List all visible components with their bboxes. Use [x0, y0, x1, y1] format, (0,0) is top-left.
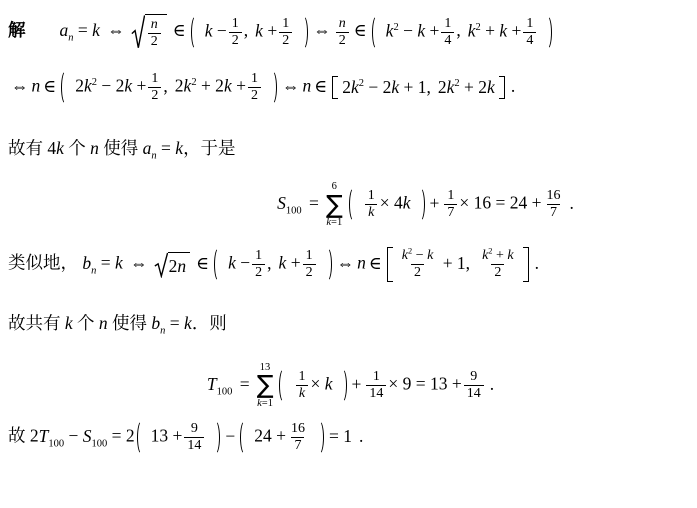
- paren-open: [61, 70, 71, 105]
- paren-open: [372, 15, 382, 50]
- fraction: [303, 248, 316, 281]
- element-of: ∈: [353, 20, 367, 41]
- fraction: [184, 421, 204, 454]
- variable: k: [175, 138, 184, 159]
- subscript: 100: [285, 205, 302, 217]
- paren-group: [191, 15, 308, 50]
- variable: k: [326, 217, 332, 228]
- element-of: ∈: [368, 252, 382, 273]
- sigma-symbol: ∑: [325, 189, 343, 219]
- operator: − 2: [101, 75, 125, 96]
- superscript: 2: [408, 246, 413, 256]
- paren-close: [415, 187, 425, 222]
- period: .: [489, 373, 495, 394]
- variable: a: [142, 138, 152, 159]
- equals: =: [77, 20, 88, 41]
- expression: = 1: [328, 425, 352, 446]
- iff-arrow: ⇔: [313, 20, 331, 41]
- coefficient: 4: [393, 192, 403, 213]
- operator: + 1,: [403, 77, 431, 98]
- paren-open: [279, 368, 289, 403]
- denominator: [296, 385, 308, 402]
- solve-label: 解: [8, 20, 26, 41]
- cjk-text: 使得: [112, 313, 148, 334]
- cjk-text: 个: [68, 138, 86, 159]
- plus: +: [495, 248, 504, 264]
- radicand: [168, 252, 191, 278]
- paren-group: [372, 15, 553, 50]
- expression: × 16 = 24 +: [459, 192, 542, 213]
- denominator: 2: [491, 264, 504, 281]
- interval-content: [201, 15, 298, 50]
- subscript: 100: [48, 438, 65, 450]
- fraction: [544, 188, 564, 221]
- limit-value: =1: [261, 397, 273, 409]
- superscript: 2: [358, 78, 364, 90]
- radicand: [145, 14, 167, 50]
- denominator: 7: [444, 204, 457, 221]
- period: .: [358, 425, 364, 446]
- denominator: 2: [303, 264, 316, 281]
- paren-open: [137, 420, 147, 455]
- numerator: 1: [305, 248, 313, 264]
- numerator: 1: [447, 188, 455, 204]
- paren-content: [359, 187, 415, 222]
- fraction: [148, 71, 161, 104]
- iff-arrow: ⇔: [130, 252, 148, 273]
- variable: n: [302, 75, 312, 96]
- term-bn: [82, 252, 97, 277]
- equals: =: [309, 192, 319, 213]
- fraction: [336, 16, 349, 49]
- line-count-bn: [8, 310, 693, 335]
- numerator: 1: [526, 15, 534, 31]
- paren-content: [250, 420, 314, 455]
- coefficient: 2: [437, 77, 447, 98]
- denominator: [365, 204, 377, 221]
- numerator: 1: [372, 369, 380, 385]
- variable: b: [82, 252, 92, 273]
- plus: +: [136, 75, 147, 96]
- bracket-group: [387, 247, 529, 282]
- paren-close: [267, 70, 277, 105]
- variable: b: [151, 313, 161, 334]
- subscript: 100: [91, 438, 108, 450]
- variable: k: [391, 77, 400, 98]
- variable: S: [82, 425, 92, 446]
- fraction: [441, 16, 454, 49]
- paren-close: [337, 368, 347, 403]
- equals: =: [100, 252, 111, 273]
- iff-arrow: ⇔: [107, 20, 125, 41]
- times: ×: [379, 192, 390, 213]
- cjk-text: 故: [8, 425, 26, 446]
- variable: T: [206, 373, 217, 394]
- variable: k: [487, 77, 495, 98]
- interval-content: [382, 15, 543, 50]
- fraction: [399, 248, 437, 281]
- sum-lower-limit: [257, 397, 273, 410]
- paren-close: [298, 15, 308, 50]
- denominator: 2: [229, 32, 242, 49]
- limit-value: =1: [331, 217, 343, 228]
- solution-document: [8, 14, 693, 455]
- interval-content: [224, 247, 321, 282]
- superscript: 2: [393, 21, 399, 33]
- plus: +: [267, 20, 278, 41]
- superscript: 2: [91, 76, 97, 88]
- sum-upper-limit: 13: [259, 362, 271, 374]
- bracket-close: [499, 76, 505, 99]
- subscript: n: [91, 265, 97, 277]
- term-s100: [277, 192, 302, 217]
- numerator: 1: [298, 369, 306, 385]
- comma: ,: [456, 20, 461, 41]
- subscript: 100: [216, 386, 233, 398]
- variable: k: [56, 138, 64, 159]
- variable: k: [368, 205, 375, 221]
- plus: +: [485, 20, 495, 41]
- fraction: [229, 16, 242, 49]
- variable: k: [298, 386, 306, 402]
- element-of: ∈: [314, 75, 328, 96]
- interval-content: [338, 76, 499, 99]
- cjk-text: 故共有: [8, 313, 61, 334]
- subscript: n: [160, 325, 166, 337]
- paren-content: [289, 368, 336, 403]
- equals: = 2: [111, 425, 135, 446]
- term-s100: [82, 425, 108, 450]
- term-bn: [151, 313, 166, 337]
- variable: k: [257, 397, 262, 409]
- times: ×: [310, 373, 321, 394]
- numerator: 1: [282, 15, 290, 31]
- denominator: 2: [279, 32, 292, 49]
- term-t100: [206, 373, 233, 398]
- variable: k: [482, 248, 489, 264]
- variable: k: [255, 20, 263, 41]
- radical-sign: [154, 252, 168, 278]
- variable: k: [446, 77, 455, 98]
- denominator: 2: [411, 264, 424, 281]
- variable: k: [184, 313, 192, 334]
- term-an: [142, 138, 157, 162]
- variable: T: [38, 425, 49, 446]
- minus: −: [403, 20, 413, 41]
- numerator: [148, 17, 161, 33]
- equals: =: [239, 373, 250, 394]
- paren-group: [279, 368, 346, 403]
- fraction: [523, 16, 536, 49]
- fraction: [148, 17, 161, 50]
- cjk-text: 类似地，: [8, 252, 78, 273]
- period: .: [534, 252, 539, 273]
- variable: k: [83, 75, 92, 96]
- sum-lower-limit: [326, 216, 342, 229]
- denominator: 2: [148, 87, 161, 104]
- period: .: [510, 75, 516, 96]
- fraction: [464, 369, 484, 402]
- comma: ,: [163, 75, 168, 96]
- variable: n: [98, 313, 108, 334]
- subscript: n: [68, 32, 74, 44]
- comma: ,: [267, 252, 272, 273]
- numerator: 16: [546, 188, 561, 204]
- paren-close: [210, 420, 220, 455]
- summation: [326, 180, 343, 229]
- expression: 24 +: [254, 425, 286, 446]
- variable: k: [402, 192, 411, 213]
- variable: n: [338, 15, 346, 31]
- period: .: [569, 192, 574, 213]
- variable: k: [324, 373, 333, 394]
- minus: −: [415, 248, 424, 264]
- line-count-an: [8, 135, 693, 160]
- denominator: 2: [148, 33, 161, 50]
- denominator: 2: [252, 264, 265, 281]
- superscript: 2: [454, 78, 460, 90]
- coefficient: 2: [174, 75, 184, 96]
- fraction: [248, 71, 261, 104]
- paren-open: [214, 247, 224, 282]
- paren-group: [137, 420, 221, 455]
- variable: n: [150, 17, 158, 32]
- interval-content: [71, 70, 267, 105]
- bracket-group: [332, 76, 505, 99]
- paren-close: [314, 420, 324, 455]
- plus: +: [236, 75, 246, 96]
- variable: k: [204, 20, 213, 41]
- denominator: 2: [336, 32, 349, 49]
- cjk-text: ．则: [191, 313, 227, 334]
- superscript: 2: [191, 76, 197, 88]
- variable: k: [115, 252, 123, 273]
- line-s100-formula: [8, 180, 693, 229]
- numerator: 1: [250, 71, 258, 87]
- variable: k: [223, 75, 232, 96]
- variable: n: [90, 138, 99, 159]
- line-final-answer: [8, 420, 693, 455]
- paren-group: [240, 420, 324, 455]
- denominator: 14: [464, 385, 484, 402]
- denominator: 4: [441, 32, 454, 49]
- fraction: [444, 188, 457, 221]
- variable: k: [228, 252, 236, 273]
- plus: +: [429, 192, 440, 213]
- denominator: 14: [184, 437, 204, 454]
- coefficient: 2: [168, 255, 178, 276]
- expression: 13 +: [150, 425, 183, 446]
- denominator: 4: [523, 32, 536, 49]
- sum-upper-limit: 6: [331, 181, 337, 193]
- fraction: [279, 16, 292, 49]
- cjk-text: 使得: [103, 138, 139, 159]
- numerator: 9: [470, 369, 478, 385]
- line-an-definition: [8, 14, 693, 50]
- element-of: ∈: [172, 20, 186, 41]
- fraction: [288, 421, 308, 454]
- variable: k: [183, 75, 192, 96]
- square-root: [131, 14, 167, 50]
- numerator: [479, 248, 517, 264]
- cjk-text: 故有: [8, 138, 43, 159]
- bracket-close: [523, 247, 529, 282]
- paren-open: [349, 187, 359, 222]
- element-of: ∈: [196, 252, 210, 273]
- fraction: [252, 248, 265, 281]
- numerator: [399, 248, 437, 264]
- paren-group: [214, 247, 331, 282]
- variable: n: [177, 255, 187, 276]
- variable: k: [467, 20, 476, 41]
- operator: − 2: [368, 77, 392, 98]
- plus: +: [351, 373, 362, 394]
- sigma-symbol: ∑: [256, 370, 274, 400]
- iff-arrow: ⇔: [11, 75, 29, 96]
- plus: +: [429, 20, 440, 41]
- numerator: 1: [255, 248, 263, 264]
- element-of: ∈: [43, 75, 57, 96]
- superscript: 2: [475, 21, 481, 33]
- minus: −: [225, 425, 236, 446]
- denominator: 7: [291, 437, 304, 454]
- denominator: 14: [366, 385, 386, 402]
- paren-close: [542, 15, 552, 50]
- paren-open: [191, 15, 201, 50]
- minus: −: [216, 20, 227, 41]
- variable: k: [499, 20, 508, 41]
- numerator: 9: [190, 421, 198, 437]
- superscript: 2: [488, 246, 493, 256]
- radical-sign: [131, 14, 145, 50]
- cjk-text: 个: [77, 313, 95, 334]
- coefficient: 4: [47, 138, 57, 159]
- line-bn-definition: [8, 247, 693, 282]
- paren-group: [61, 70, 277, 105]
- variable: n: [31, 75, 41, 96]
- paren-group: [349, 187, 425, 222]
- subscript: n: [151, 150, 157, 162]
- fraction: [366, 369, 386, 402]
- minus: −: [68, 425, 79, 446]
- fraction: [365, 188, 378, 221]
- term-an: [59, 20, 74, 44]
- expression: × 9 = 13 +: [388, 373, 462, 394]
- denominator: 2: [248, 87, 261, 104]
- cjk-text: ，于是: [183, 138, 236, 159]
- operator: + 2: [464, 77, 488, 98]
- variable: k: [350, 77, 359, 98]
- numerator: 1: [367, 188, 375, 204]
- minus: −: [240, 252, 251, 273]
- variable: S: [277, 192, 286, 213]
- variable: k: [417, 20, 426, 41]
- operator: + 2: [200, 75, 224, 96]
- numerator: [336, 16, 349, 32]
- paren-open: [240, 420, 250, 455]
- numerator: 1: [151, 71, 159, 87]
- comma: ,: [243, 20, 249, 41]
- square-root: [154, 252, 191, 278]
- fraction: [295, 369, 308, 402]
- variable: n: [357, 252, 366, 273]
- plus: +: [290, 252, 301, 273]
- equals: =: [161, 138, 171, 159]
- variable: k: [124, 75, 133, 96]
- coefficient: 2: [75, 75, 84, 96]
- paren-content: [147, 420, 211, 455]
- interval-content: [393, 247, 523, 282]
- term-t100: [38, 425, 65, 450]
- summation: [257, 361, 274, 410]
- coefficient: 2: [29, 425, 39, 446]
- variable: k: [92, 20, 100, 41]
- iff-arrow: ⇔: [336, 252, 355, 273]
- variable: k: [64, 313, 73, 334]
- denominator: 7: [547, 204, 560, 221]
- variable: a: [59, 20, 69, 41]
- operator: + 1,: [442, 252, 471, 273]
- fraction: [479, 248, 517, 281]
- numerator: 1: [444, 15, 452, 31]
- equals: =: [169, 313, 180, 334]
- numerator: 1: [231, 15, 239, 31]
- line-n-interval: [8, 70, 693, 105]
- variable: k: [427, 248, 434, 264]
- variable: k: [278, 252, 287, 273]
- variable: k: [507, 248, 514, 264]
- iff-arrow: ⇔: [281, 75, 300, 96]
- variable: k: [401, 248, 408, 264]
- paren-close: [322, 247, 332, 282]
- variable: k: [385, 20, 394, 41]
- coefficient: 2: [342, 77, 351, 98]
- plus: +: [511, 20, 522, 41]
- numerator: 16: [290, 421, 305, 437]
- line-t100-formula: [8, 361, 693, 410]
